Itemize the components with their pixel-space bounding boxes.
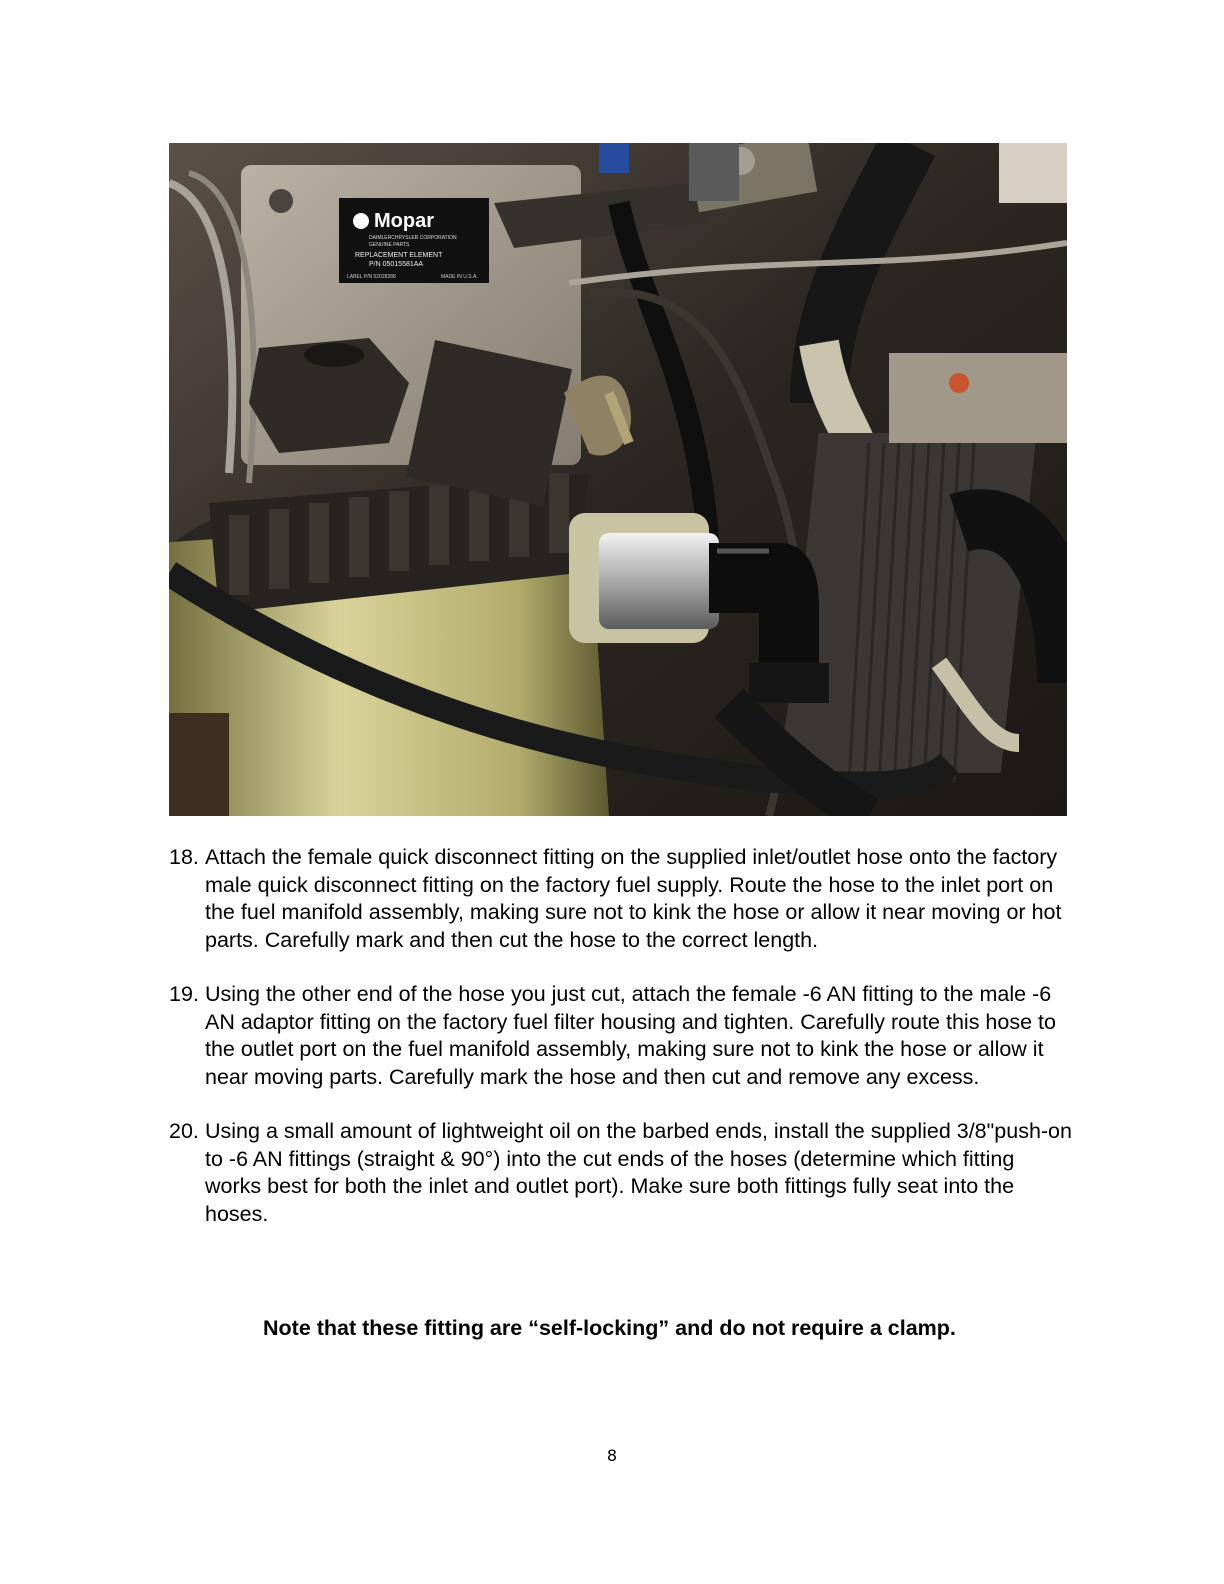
mopar-label-brand: Mopar: [374, 210, 434, 232]
blue-connector: [689, 143, 739, 201]
step-text: Attach the female quick disconnect fitting on the supplied inlet/outlet hose onto the factory male quick disconnect fitting on the factory fuel supply. Route the hose to the inlet port on the fuel manifold assembly, making sure not to kink the hose or allow it near moving or hot parts. Carefully mark and then cut the hose to the correct length.: [205, 845, 1062, 952]
step-number: 19.: [169, 982, 199, 1006]
mopar-label-line4: P/N 05015581AA: [369, 261, 424, 268]
intercooler-duct: [783, 433, 1037, 773]
mopar-label-line6: MADE IN U.S.A.: [441, 274, 478, 280]
mopar-label-line2: GENUINE PARTS: [369, 242, 410, 248]
step-20: [169, 1118, 1074, 1228]
adapter-fitting: [599, 533, 719, 629]
step-number: 18.: [169, 845, 199, 869]
step-18: [169, 844, 1074, 954]
pentastar-icon: [353, 213, 369, 229]
mopar-label-line5: LABEL P/N 52028288: [347, 274, 396, 280]
instruction-steps: [169, 844, 1074, 1255]
engine-bay-illustration: [169, 143, 1067, 816]
page-number: 8: [606, 1446, 618, 1465]
step-19: [169, 981, 1074, 1091]
step-text: Using the other end of the hose you just cut, attach the female -6 AN fitting to the male -6 AN adaptor fitting on the factory fuel filter housing and tighten. Carefully route this hose to the outlet port on the fuel manifold assembly, making sure not to kink the hose or allow it near moving parts. Carefully mark the hose and then cut and remove any excess.: [205, 982, 1056, 1089]
step-text: Using a small amount of lightweight oil on the barbed ends, install the supplied 3/8"push-on to -6 AN fittings (straight & 90°) into the cut ends of the hoses (determine which fitting works best for both the inlet and outlet port). Make sure both fittings fully seat into the hoses.: [205, 1119, 1072, 1226]
self-locking-note: Note that these fitting are “self-locking” and do not require a clamp.: [263, 1316, 956, 1340]
mopar-label-line3: REPLACEMENT ELEMENT: [355, 252, 443, 259]
engine-bay-photo: [169, 143, 1067, 816]
step-number: 20.: [169, 1119, 199, 1143]
mopar-label-line1: DAIMLERCHRYSLER CORPORATION: [369, 235, 457, 241]
